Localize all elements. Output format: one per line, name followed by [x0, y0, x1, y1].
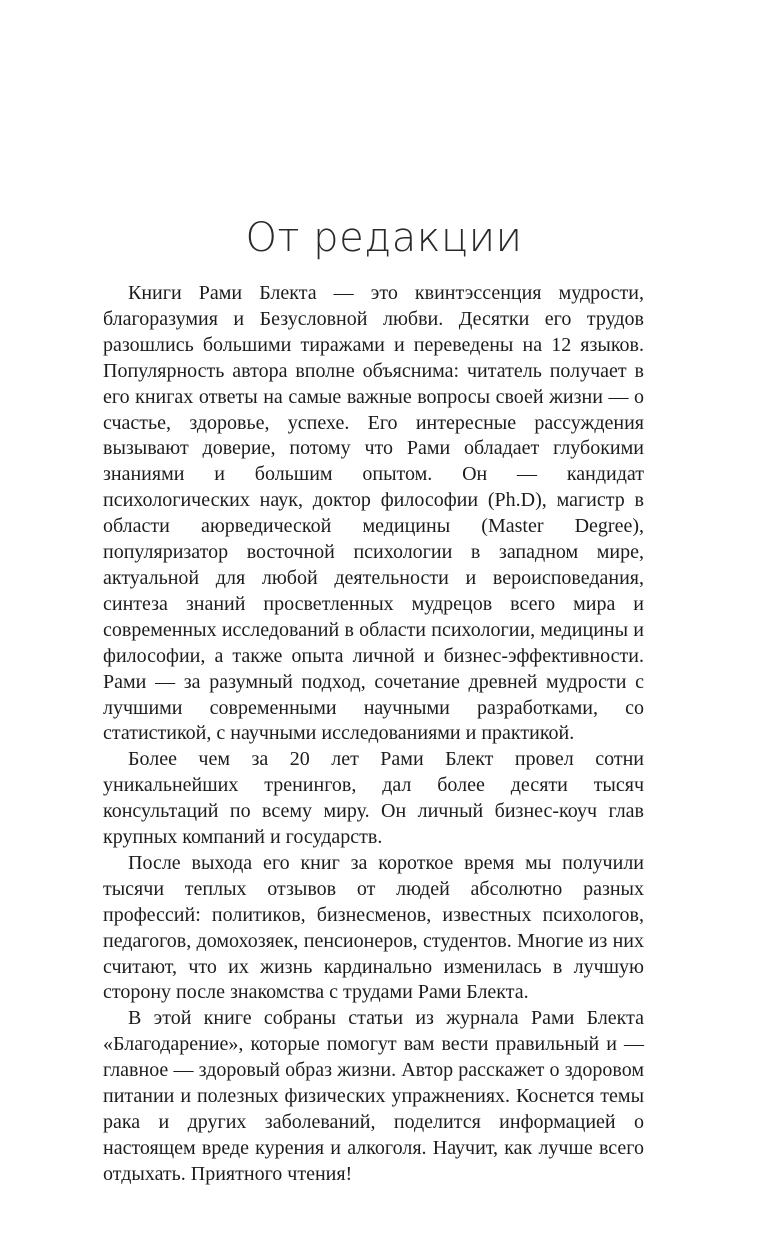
paragraph-3: После выхода его книг за короткое время мы получили тысячи теплых отзывов от людей абсолютно разных профессий: политиков, бизнесменов, известных психологов, педагогов, домохозяек, пенсионеров, студентов. Многие из них считают, что их жизнь кардинально изменилась в лучшую сторону после знакомства с трудами Рами Блекта. — [103, 851, 644, 1004]
paragraph-1: Книги Рами Блекта — это квинтэссенция мудрости, благоразумия и Безусловной любви. Десятки его трудов разошлись большими тиражами и переведены на 12 языков. Популярность автора вполне объяснима: читатель получает в его книгах ответы на самые важные вопросы своей жизни — о счастье, здоровье, успехе. Его интересные рассуждения вызывают доверие, потому что Рами обладает глубокими знаниями и большим опытом. Он — кандидат психологических наук, доктор философии (Ph.D), магистр в области аюрведической медицины (Master Degree), популяризатор восточной психологии в западном мире, актуальной для любой деятельности и вероисповедания, синтеза знаний просветленных мудрецов всего мира и современных исследований в области психологии, медицины и философии, а также опыта личной и бизнес-эффективности. Рами — за разумный подход, сочетание древней мудрости с лучшими современными научными разработками, со статистикой, с научными исследованиями и практикой. — [103, 282, 644, 745]
paragraph-2: Более чем за 20 лет Рами Блект провел сотни уникальнейших тренингов, дал более десяти тысяч консультаций по всему миру. Он личный бизнес-коуч глав крупных компаний и государств. — [103, 748, 644, 849]
paragraph-4: В этой книге собраны статьи из журнала Рами Блекта «Благодарение», которые помогут вам вести правильный и — главное — здоровый образ жизни. Автор расскажет о здоровом питании и полезных физических упражнениях. Коснется темы рака и других заболеваний, поделится информацией о настоящем вреде курения и алкоголя. Научит, как лучше всего отдыхать. Приятного чтения! — [103, 1007, 644, 1185]
page-title: От редакции — [245, 215, 523, 261]
body-text — [103, 281, 644, 1188]
